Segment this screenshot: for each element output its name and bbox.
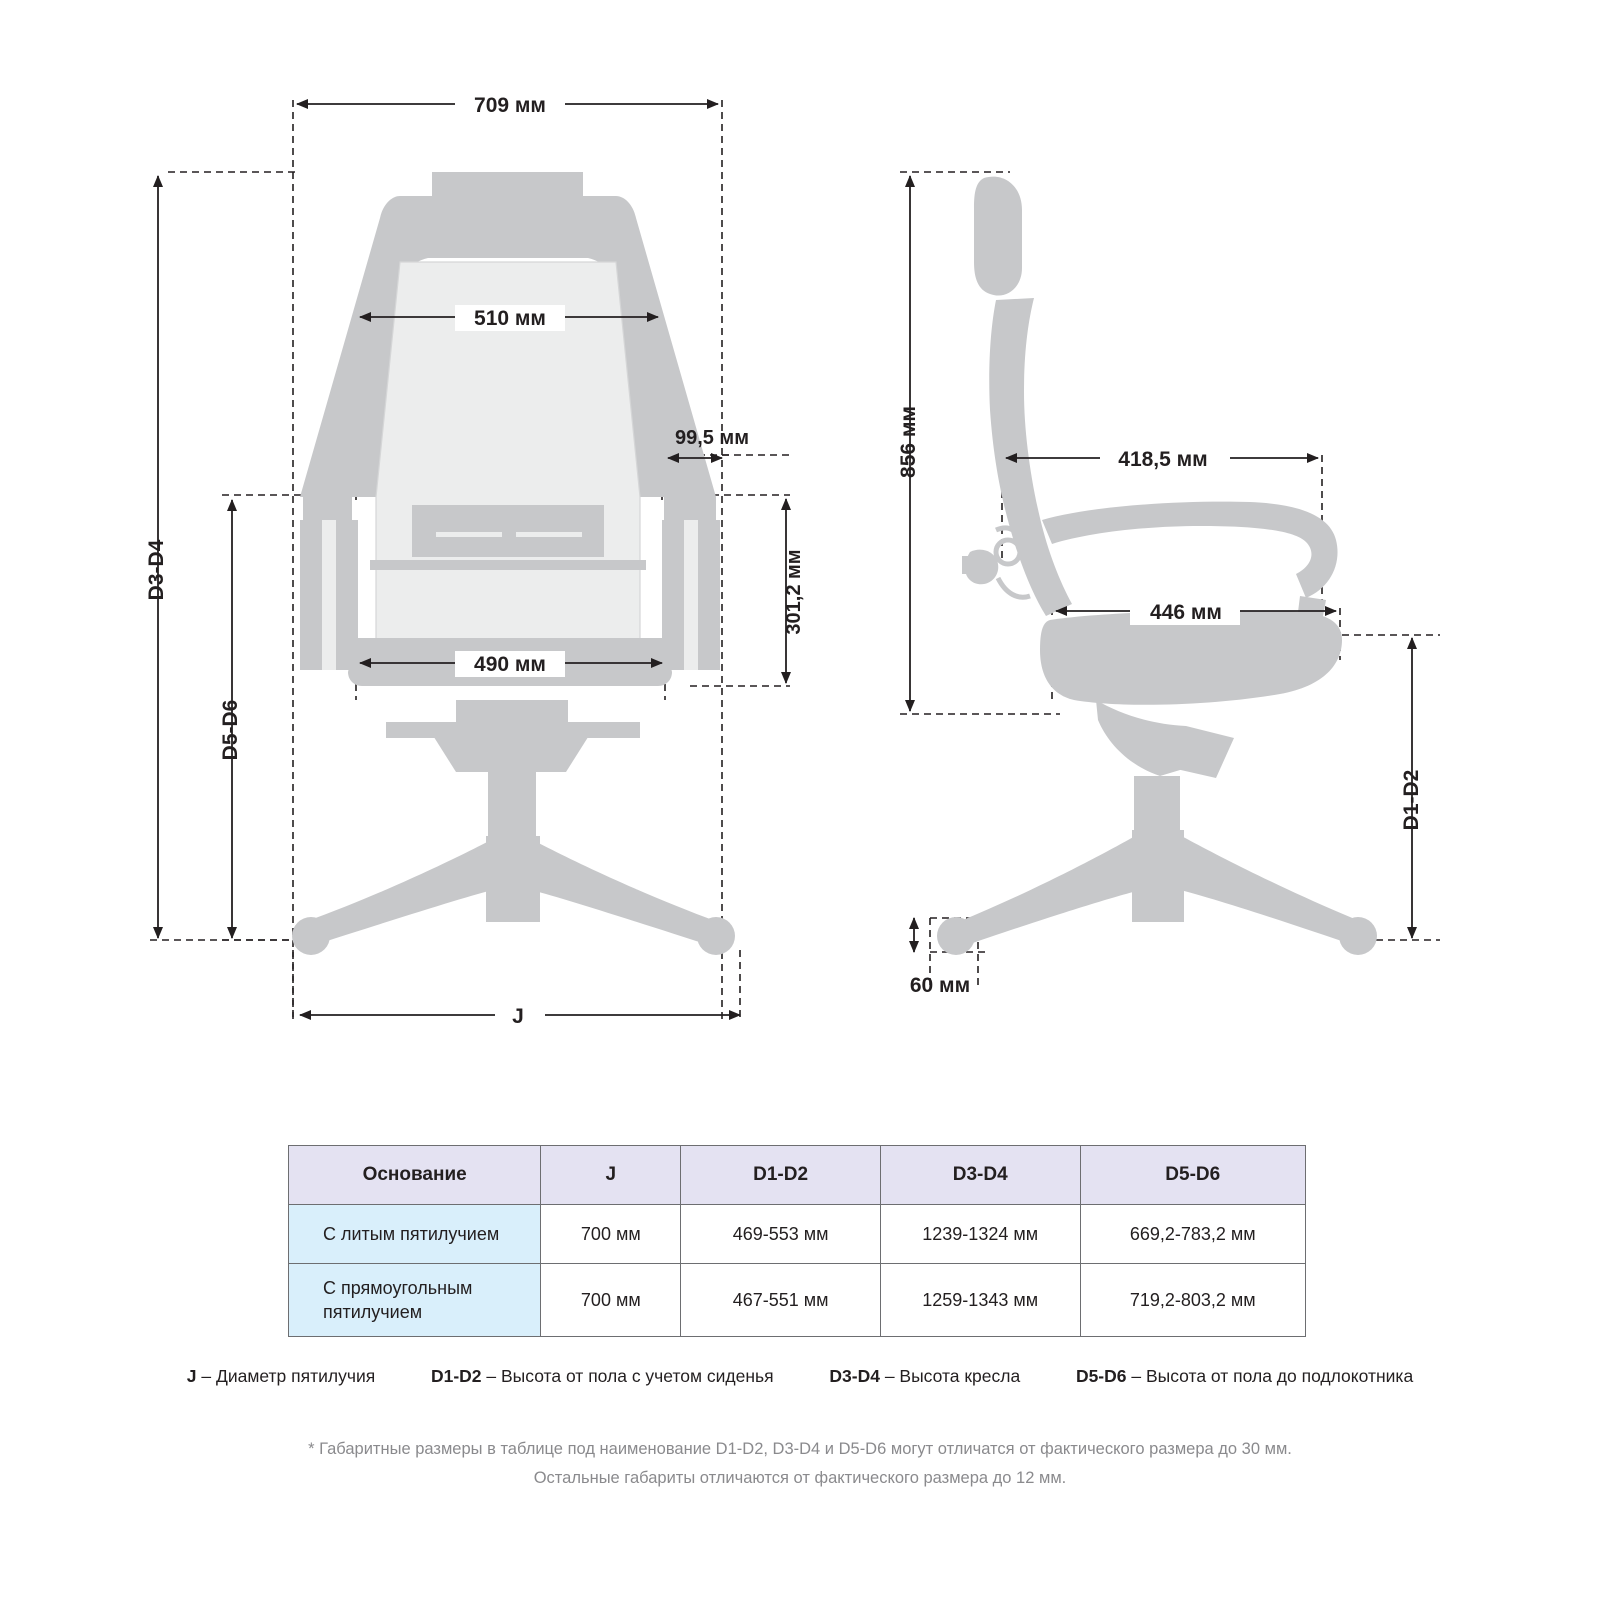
legend-text-d5d6: – Высота от пола до подлокотника [1126, 1366, 1414, 1386]
dim-upper-depth: 418,5 мм [1118, 448, 1208, 471]
dim-backrest-height: 301,2 мм [783, 549, 805, 635]
legend-text-d1d2: – Высота от пола с учетом сиденья [481, 1366, 774, 1386]
dim-caster-height: 60 мм [909, 974, 971, 997]
legend-item-d1d2 [431, 1366, 774, 1387]
col-d1d2: D1-D2 [681, 1146, 881, 1205]
cell-d5d6-2: 719,2-803,2 мм [1080, 1264, 1306, 1337]
legend-item-d3d4 [829, 1366, 1020, 1387]
col-d5d6: D5-D6 [1080, 1146, 1306, 1205]
footnote [0, 1435, 1600, 1493]
legend [0, 1366, 1600, 1387]
dim-total-height-d3d4: D3-D4 [145, 539, 168, 601]
chair-side-view [937, 177, 1377, 955]
footnote-line-1: * Габаритные размеры в таблице под наименование D1-D2, D3-D4 и D5-D6 могут отличатся от фактического размера до 30 мм. [308, 1440, 1292, 1458]
dim-seat-height-d1d2: D1-D2 [1400, 769, 1423, 831]
legend-code-j: J [186, 1366, 197, 1386]
cell-j-1: 700 мм [541, 1205, 681, 1264]
footnote-line-2: Остальные габариты отличаются от фактического размера до 12 мм. [533, 1468, 1067, 1487]
cell-d3d4-1: 1239-1324 мм [880, 1205, 1080, 1264]
dim-seat-depth: 446 мм [1150, 601, 1222, 624]
cell-d1d2-2: 467-551 мм [681, 1264, 881, 1337]
table-row [289, 1205, 1306, 1264]
cell-base-2: С прямоугольным пятилучием [289, 1264, 541, 1337]
col-j: J [541, 1146, 681, 1205]
dim-armrest-offset: 99,5 мм [674, 427, 750, 449]
dim-overall-width: 709 мм [474, 94, 546, 117]
legend-item-d5d6 [1076, 1366, 1413, 1387]
legend-code-d1d2: D1-D2 [430, 1366, 482, 1386]
legend-text-j: – Диаметр пятилучия [196, 1366, 376, 1386]
cell-d5d6-1: 669,2-783,2 мм [1080, 1205, 1306, 1264]
table-row [289, 1264, 1306, 1337]
dim-base-diameter-j: J [512, 1005, 524, 1028]
dim-backrest-width: 510 мм [474, 307, 546, 330]
dim-back-height-856: 856 мм [897, 406, 920, 478]
col-d3d4: D3-D4 [880, 1146, 1080, 1205]
chair-front-view [292, 172, 735, 955]
col-base: Основание [289, 1146, 541, 1205]
legend-text-d3d4: – Высота кресла [879, 1366, 1021, 1386]
table-header-row [289, 1146, 1306, 1205]
specs-table-wrap [288, 1145, 1306, 1337]
cell-base-1: С литым пятилучием [289, 1205, 541, 1264]
cell-d1d2-1: 469-553 мм [681, 1205, 881, 1264]
legend-item-j [187, 1366, 375, 1387]
dim-armrest-height-d5d6: D5-D6 [219, 699, 242, 761]
specs-table [288, 1145, 1306, 1337]
dim-seat-width: 490 мм [474, 653, 546, 676]
legend-code-d3d4: D3-D4 [829, 1366, 880, 1386]
cell-d3d4-2: 1259-1343 мм [880, 1264, 1080, 1337]
legend-code-d5d6: D5-D6 [1075, 1366, 1127, 1386]
cell-j-2: 700 мм [541, 1264, 681, 1337]
